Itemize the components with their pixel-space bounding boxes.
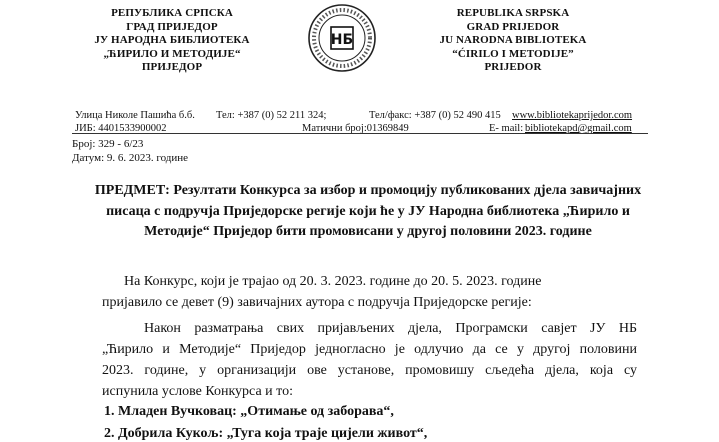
contact-address: Улица Николе Пашића б.б. (75, 110, 195, 121)
contact-jib: ЈИБ: 4401533900002 (75, 123, 167, 134)
library-seal-icon (307, 3, 377, 73)
header-left-line: РЕПУБЛИКА СРПСКА (111, 7, 233, 19)
header-left-line: ПРИЈЕДОР (141, 61, 203, 73)
email-link[interactable]: bibliotekapd@gmail.com (525, 123, 632, 134)
header-right-line: PRIJEDOR (484, 61, 542, 73)
document-number: Број: 329 - 6/23 (72, 138, 144, 150)
paragraph-line: 2023. године, у организацији ове установе, промовишу сљедећа дјела, која су (102, 363, 637, 378)
header-right-line: “ĆIRILO I METODIJE” (452, 47, 574, 60)
paragraph-line: На Конкурс, који је трајао од 20. 3. 2023. године до 20. 5. 2023. године (124, 274, 542, 289)
library-logo (307, 3, 377, 73)
contact-phone: Тел: +387 (0) 52 211 324; (216, 110, 327, 121)
subject-block (88, 181, 648, 243)
header-left-line: „ЋИРИЛО И МЕТОДИЈЕ“ (103, 47, 241, 60)
header-right-line: GRAD PRIJEDOR (466, 20, 560, 33)
header-left-line: ГРАД ПРИЈЕДОР (126, 20, 218, 33)
list-item: 1. Младен Вучковац: „Отимање од заборава“, (104, 404, 394, 419)
header-right-line: REPUBLIKA SRPSKA (456, 7, 570, 19)
paragraph-line: Након разматрања свих пријављених дјела, Програмски савјет ЈУ НБ (144, 321, 637, 336)
header-right (418, 7, 608, 75)
subject-text: Резултати Конкурса за избор и промоцију публикованих дјела завичајних писаца с подручја Приједорске регије који ће у ЈУ Народна библиотека „Ћирило и Методије“ Приједор бити промовисани у другој половини 2023. године (106, 183, 642, 239)
paragraph-line: пријавило се девет (9) завичајних аутора с подручја Приједорске регије: (102, 295, 532, 310)
website-link[interactable]: www.bibliotekaprijedor.com (512, 110, 633, 121)
header-left-line: ЈУ НАРОДНА БИБЛИОТЕКА (94, 34, 250, 46)
subject-label: ПРЕДМЕТ: (94, 183, 170, 198)
paragraph-line: „Ћирило и Методије“ Приједор једногласно је одлучио да се у другој половини (102, 342, 637, 357)
header-right-line: JU NARODNA BIBLIOTEKA (439, 34, 587, 46)
paragraph-line: испунила услове Конкурса и то: (102, 384, 293, 399)
contact-telfax: Тел/факс: +387 (0) 52 490 415 (369, 110, 501, 121)
header-divider (72, 133, 648, 134)
contact-maticni: Матични број:01369849 (302, 123, 409, 134)
logo-text: НБ (330, 32, 354, 48)
list-item: 2. Добрила Кукољ: „Туга која траје цијели живот“, (104, 426, 428, 441)
contact-email-label: E- mail: (489, 123, 524, 134)
document-date: Датум: 9. 6. 2023. године (72, 152, 189, 164)
header-left (78, 7, 266, 75)
